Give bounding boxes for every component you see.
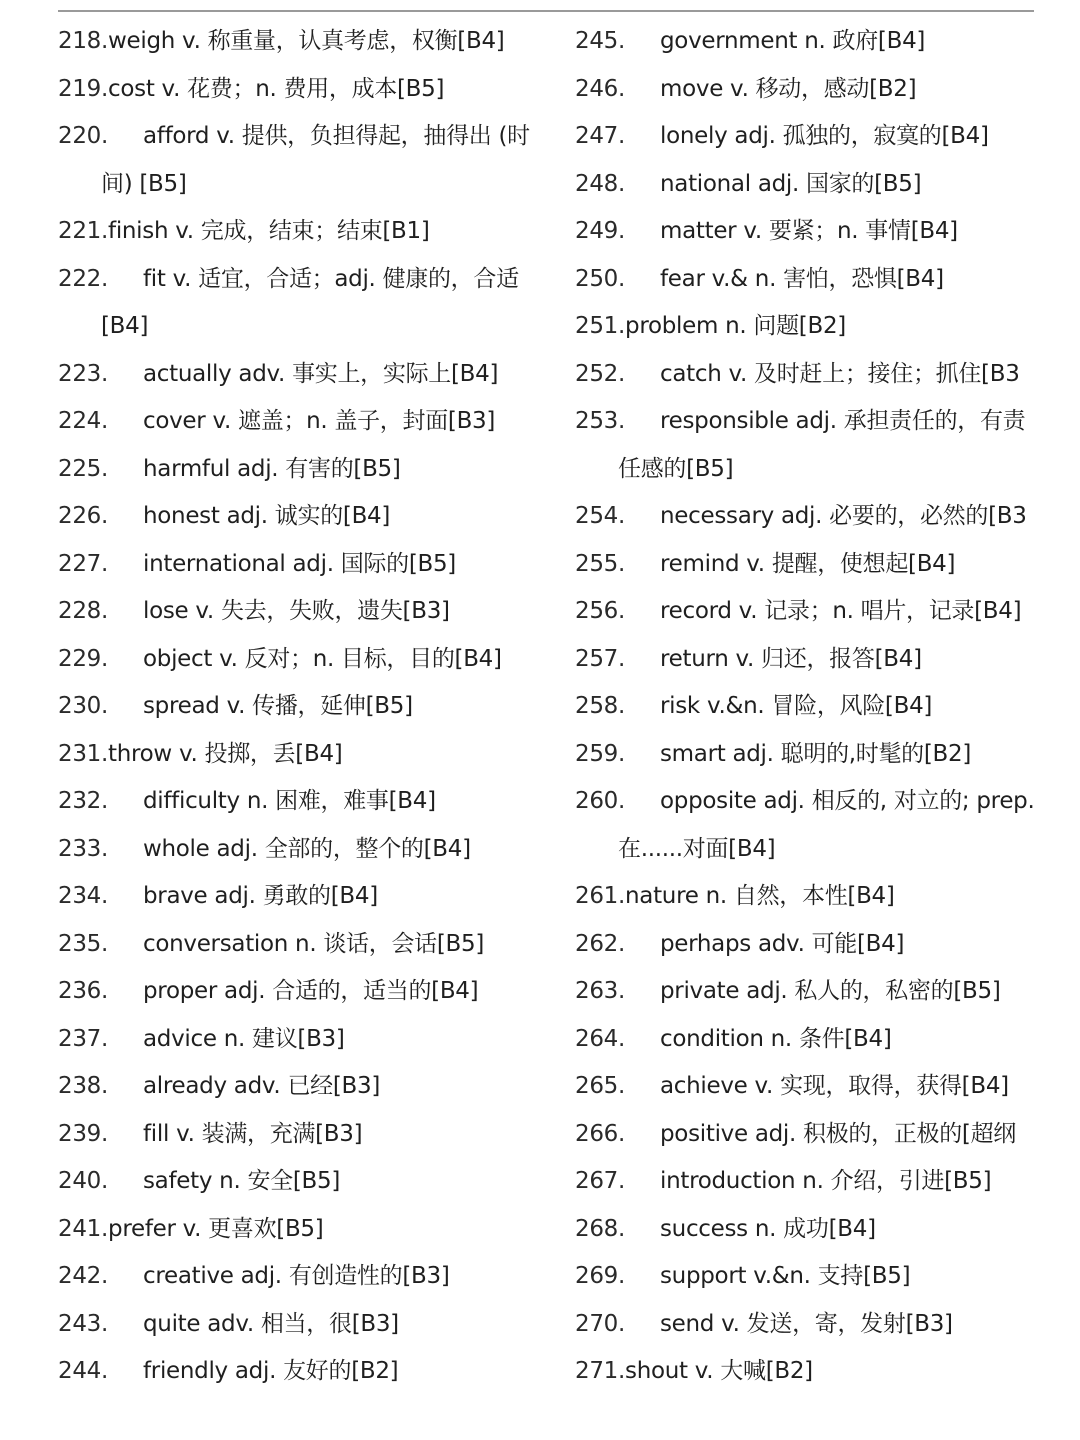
entry-number: 231. [58, 740, 109, 767]
entry-number: 265. [575, 1073, 626, 1099]
entry-number: 266. [575, 1120, 626, 1147]
entry-definition: matter v. 要紧；n. 事情[B4] [660, 218, 958, 244]
entry-definition: afford v. 提供，负担得起，抽得出 (时间) [B5] [101, 123, 530, 197]
vocab-entry [575, 968, 1035, 1016]
entry-definition: success n. 成功[B4] [660, 1215, 876, 1242]
vocab-entry [58, 731, 538, 779]
entry-definition: smart adj. 聪明的,时髦的[B2] [660, 740, 972, 767]
entry-number: 221. [58, 218, 109, 244]
entry-number: 228. [58, 598, 109, 624]
vocab-entry [575, 921, 1035, 969]
entry-definition: conversation n. 谈话，会话[B5] [143, 930, 485, 957]
vocab-column-left [58, 18, 538, 1428]
vocab-entry [575, 1301, 1035, 1349]
entry-definition: risk v.&n. 冒险，风险[B4] [660, 693, 933, 719]
entry-number: 264. [575, 1025, 626, 1052]
entry-number: 268. [575, 1215, 626, 1242]
entry-definition: cover v. 遮盖；n. 盖子，封面[B3] [143, 408, 496, 434]
entry-number: 240. [58, 1168, 109, 1194]
vocab-entry [58, 351, 538, 399]
entry-definition: spread v. 传播，延伸[B5] [143, 693, 413, 719]
entry-definition: international adj. 国际的[B5] [143, 550, 456, 577]
entry-definition: fit v. 适宜，合适；adj. 健康的，合适[B4] [101, 265, 519, 339]
entry-definition: government n. 政府[B4] [660, 28, 926, 54]
entry-number: 244. [58, 1358, 109, 1384]
entry-definition: shout v. 大喊[B2] [625, 1358, 813, 1384]
entry-definition: return v. 归还，报答[B4] [660, 645, 922, 672]
vocab-entry [575, 351, 1035, 399]
vocab-entry [575, 256, 1035, 304]
entry-definition: difficulty n. 困难，难事[B4] [143, 788, 436, 814]
entry-number: 230. [58, 693, 109, 719]
entry-definition: actually adv. 事实上，实际上[B4] [143, 360, 499, 387]
entry-definition: responsible adj. 承担责任的，有责任感的[B5] [618, 408, 1026, 482]
entry-number: 222. [58, 265, 109, 292]
vocab-entry [58, 636, 538, 684]
entry-definition: condition n. 条件[B4] [660, 1025, 892, 1052]
entry-definition: object v. 反对；n. 目标，目的[B4] [143, 645, 502, 672]
vocab-entry [575, 493, 1035, 541]
entry-number: 238. [58, 1073, 109, 1099]
entry-definition: harmful adj. 有害的[B5] [143, 455, 401, 482]
entry-number: 270. [575, 1310, 626, 1337]
entry-definition: proper adj. 合适的，适当的[B4] [143, 978, 479, 1004]
entry-definition: remind v. 提醒，使想起[B4] [660, 550, 956, 577]
vocab-entry [58, 968, 538, 1016]
entry-number: 229. [58, 645, 109, 672]
entry-number: 246. [575, 75, 626, 102]
entry-definition: whole adj. 全部的，整个的[B4] [143, 835, 471, 862]
entry-definition: weigh v. 称重量，认真考虑，权衡[B4] [108, 28, 505, 54]
entry-number: 258. [575, 693, 626, 719]
vocab-entry [575, 1206, 1035, 1254]
entry-number: 253. [575, 408, 626, 434]
entry-definition: perhaps adv. 可能[B4] [660, 930, 905, 957]
entry-definition: prefer v. 更喜欢[B5] [108, 1215, 324, 1242]
vocab-entry [575, 1158, 1035, 1206]
entry-number: 251. [575, 313, 626, 339]
vocab-entry [575, 66, 1035, 114]
entry-number: 220. [58, 123, 109, 149]
vocab-entry [58, 208, 538, 256]
entry-definition: opposite adj. 相反的, 对立的; prep. 在......对面[B4] [618, 788, 1035, 862]
vocab-column-right [575, 18, 1035, 1428]
vocab-entry [58, 66, 538, 114]
entry-number: 242. [58, 1263, 109, 1289]
entry-number: 247. [575, 123, 626, 149]
vocab-entry [58, 113, 538, 208]
entry-number: 249. [575, 218, 626, 244]
vocab-entry [575, 161, 1035, 209]
vocab-entry [58, 588, 538, 636]
entry-number: 245. [575, 28, 626, 54]
vocab-entry [58, 1206, 538, 1254]
entry-definition: catch v. 及时赶上；接住；抓住[B3 [660, 360, 1020, 387]
entry-number: 257. [575, 645, 626, 672]
entry-number: 248. [575, 170, 626, 197]
vocab-entry [58, 1063, 538, 1111]
entry-definition: national adj. 国家的[B5] [660, 170, 922, 197]
entry-number: 223. [58, 360, 109, 387]
vocab-entry [575, 873, 1035, 921]
entry-number: 232. [58, 788, 109, 814]
entry-definition: lose v. 失去，失败，遗失[B3] [143, 598, 450, 624]
entry-definition: friendly adj. 友好的[B2] [143, 1358, 399, 1384]
entry-definition: cost v. 花费；n. 费用，成本[B5] [108, 75, 445, 102]
entry-number: 243. [58, 1310, 109, 1337]
entry-number: 227. [58, 550, 109, 577]
vocab-entry [575, 113, 1035, 161]
entry-number: 263. [575, 978, 626, 1004]
vocab-entry [58, 1301, 538, 1349]
vocab-entry [575, 731, 1035, 779]
vocab-entry [58, 541, 538, 589]
entry-definition: introduction n. 介绍，引进[B5] [660, 1168, 992, 1194]
entry-number: 259. [575, 740, 626, 767]
entry-definition: finish v. 完成，结束；结束[B1] [108, 218, 430, 244]
entry-definition: nature n. 自然，本性[B4] [625, 883, 895, 909]
vocab-entry [58, 1158, 538, 1206]
entry-definition: advice n. 建议[B3] [143, 1025, 345, 1052]
entry-definition: brave adj. 勇敢的[B4] [143, 883, 378, 909]
entry-definition: support v.&n. 支持[B5] [660, 1263, 911, 1289]
vocab-entry [575, 1016, 1035, 1064]
entry-definition: private adj. 私人的，私密的[B5] [660, 978, 1001, 1004]
entry-number: 235. [58, 930, 109, 957]
vocab-entry [58, 18, 538, 66]
vocab-entry [58, 873, 538, 921]
entry-number: 267. [575, 1168, 626, 1194]
entry-number: 250. [575, 265, 626, 292]
vocab-entry [58, 493, 538, 541]
vocab-entry [58, 1111, 538, 1159]
vocab-entry [58, 683, 538, 731]
entry-definition: creative adj. 有创造性的[B3] [143, 1263, 450, 1289]
vocab-entry [58, 1016, 538, 1064]
entry-definition: necessary adj. 必要的，必然的[B3 [660, 503, 1027, 529]
vocab-entry [575, 208, 1035, 256]
vocab-entry [575, 1348, 1035, 1396]
entry-number: 233. [58, 835, 109, 862]
entry-definition: lonely adj. 孤独的，寂寞的[B4] [660, 123, 989, 149]
entry-number: 241. [58, 1215, 109, 1242]
entry-number: 254. [575, 503, 626, 529]
entry-number: 239. [58, 1120, 109, 1147]
entry-definition: achieve v. 实现，取得，获得[B4] [660, 1073, 1009, 1099]
entry-definition: already adv. 已经[B3] [143, 1073, 381, 1099]
entry-number: 269. [575, 1263, 626, 1289]
entry-number: 271. [575, 1358, 626, 1384]
entry-definition: throw v. 投掷，丢[B4] [108, 740, 343, 767]
vocab-entry [575, 1253, 1035, 1301]
vocab-entry [575, 778, 1035, 873]
entry-number: 234. [58, 883, 109, 909]
entry-number: 237. [58, 1025, 109, 1052]
entry-definition: honest adj. 诚实的[B4] [143, 503, 391, 529]
entry-definition: fill v. 装满，充满[B3] [143, 1120, 363, 1147]
entry-number: 255. [575, 550, 626, 577]
entry-definition: safety n. 安全[B5] [143, 1168, 341, 1194]
entry-definition: send v. 发送，寄，发射[B3] [660, 1310, 953, 1337]
entry-number: 236. [58, 978, 109, 1004]
entry-definition: positive adj. 积极的，正极的[超纲 [660, 1120, 1017, 1147]
entry-definition: move v. 移动，感动[B2] [660, 75, 917, 102]
vocab-entry [58, 778, 538, 826]
entry-number: 224. [58, 408, 109, 434]
vocab-entry [58, 1348, 538, 1396]
vocab-entry [58, 921, 538, 969]
entry-number: 260. [575, 788, 626, 814]
vocab-entry [575, 683, 1035, 731]
vocab-entry [575, 541, 1035, 589]
entry-number: 218. [58, 28, 109, 54]
top-divider-line [58, 10, 1034, 12]
entry-number: 256. [575, 598, 626, 624]
entry-number: 219. [58, 75, 109, 102]
entry-definition: quite adv. 相当，很[B3] [143, 1310, 399, 1337]
vocab-entry [575, 303, 1035, 351]
vocab-entry [575, 636, 1035, 684]
entry-definition: fear v.& n. 害怕，恐惧[B4] [660, 265, 944, 292]
vocab-entry [575, 1111, 1035, 1159]
entry-number: 225. [58, 455, 109, 482]
entry-number: 252. [575, 360, 626, 387]
vocab-entry [58, 446, 538, 494]
vocab-entry [575, 1063, 1035, 1111]
vocab-entry [575, 398, 1035, 493]
entry-number: 262. [575, 930, 626, 957]
vocab-entry [58, 256, 538, 351]
entry-definition: problem n. 问题[B2] [625, 313, 846, 339]
vocab-entry [58, 1253, 538, 1301]
entry-definition: record v. 记录；n. 唱片，记录[B4] [660, 598, 1022, 624]
vocab-entry [575, 588, 1035, 636]
entry-number: 226. [58, 503, 109, 529]
vocab-entry [58, 826, 538, 874]
vocab-entry [575, 18, 1035, 66]
vocab-entry [58, 398, 538, 446]
entry-number: 261. [575, 883, 626, 909]
